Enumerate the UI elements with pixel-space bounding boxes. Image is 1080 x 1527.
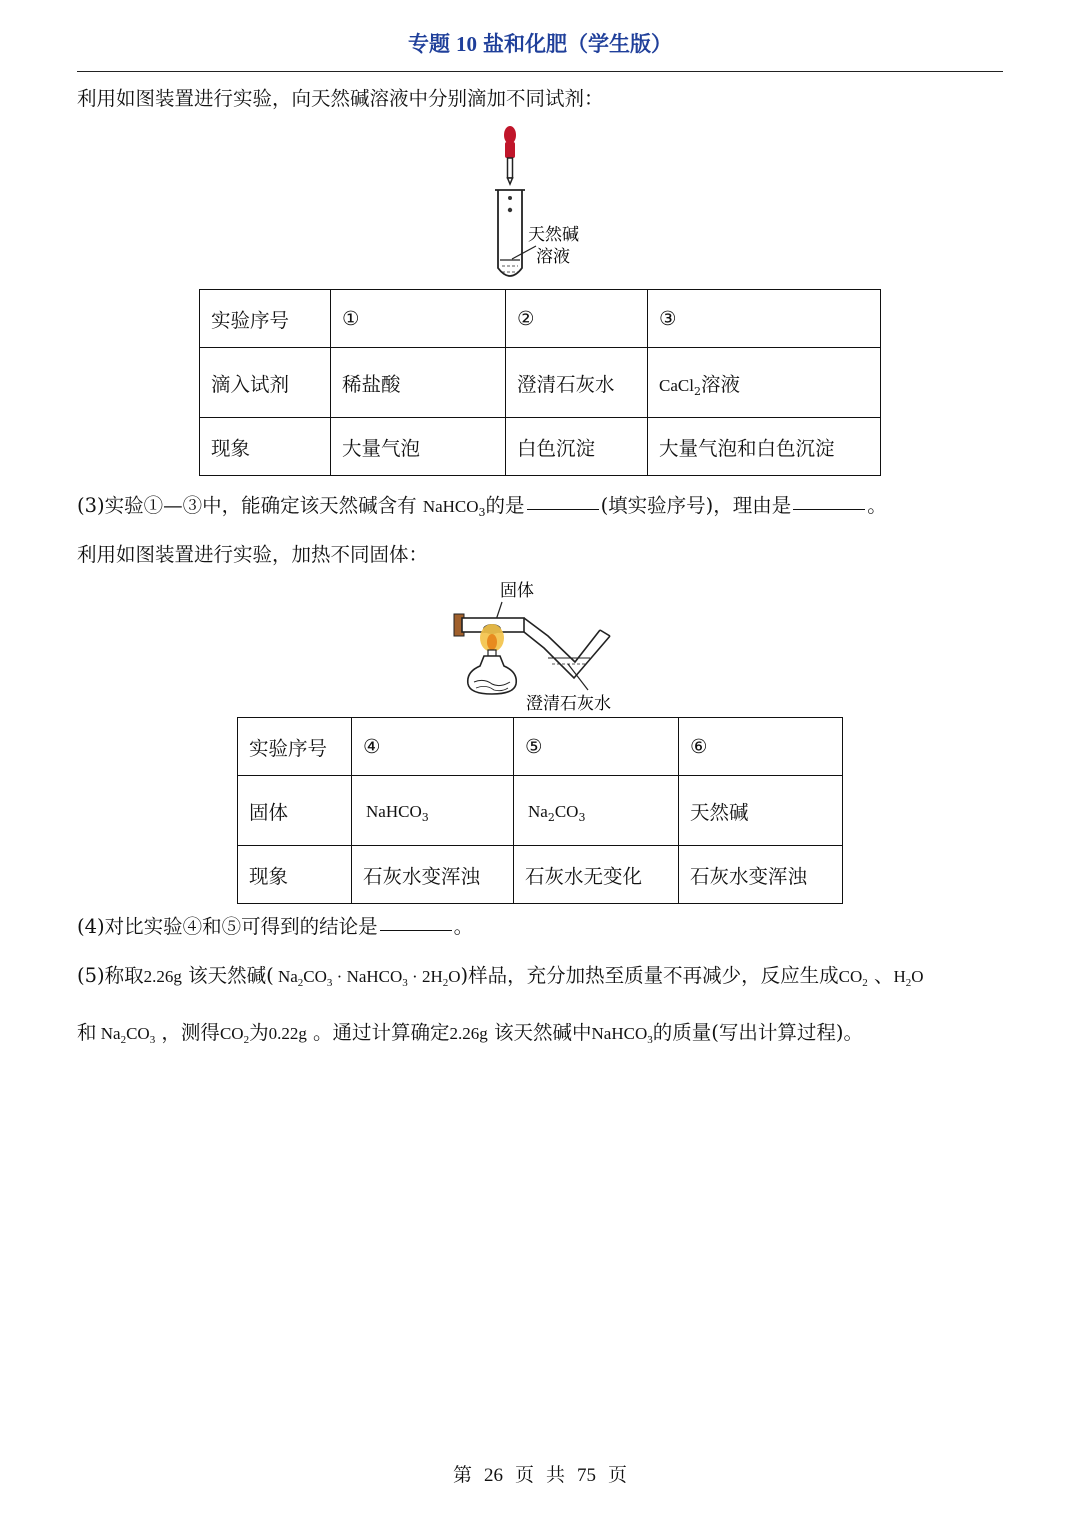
cell-suffix: 溶液 <box>700 372 740 396</box>
formula-nahco3: NaHCO <box>366 802 422 821</box>
formula-sub: 3 <box>478 506 486 519</box>
table-cell: 稀盐酸 <box>331 348 506 418</box>
figure1-label-line1: 天然碱 <box>528 225 579 244</box>
q5-text: 和 <box>77 1021 97 1044</box>
table-cell: 现象 <box>200 418 331 476</box>
formula-sub: 3 <box>578 811 586 824</box>
q3-text-d: 。 <box>867 494 887 517</box>
q5-text: 该天然碱( <box>188 964 274 987</box>
answer-blank[interactable] <box>793 508 865 510</box>
table-cell: 澄清石灰水 <box>506 348 648 418</box>
header-title: 盐和化肥（学生版） <box>483 31 672 56</box>
footer-text: 页 <box>514 1464 534 1486</box>
separator: 、 <box>873 964 894 987</box>
q4-text-a: (4)对比实验④和⑤可得到的结论是 <box>77 915 378 938</box>
dropper-tube <box>508 158 513 178</box>
q5-text: 的质量(写出计算过程)。 <box>652 1021 863 1044</box>
footer-text: 第 <box>452 1464 472 1486</box>
formula-nahco3: NaHCO$_3$ <box>591 1024 653 1046</box>
table-cell-nahco3 <box>352 776 514 846</box>
header-number: 10 <box>456 32 477 56</box>
header-prefix: 专题 <box>408 31 450 56</box>
formula-co: CO <box>554 802 579 821</box>
table-cell: 白色沉淀 <box>506 418 648 476</box>
dot: · <box>336 967 343 986</box>
q5-text: 为 <box>249 1021 269 1044</box>
formula-sub: 2 <box>547 811 555 824</box>
table-cell-na2co3 <box>514 776 679 846</box>
q5-text: 。通过计算确定 <box>313 1021 450 1044</box>
page-footer <box>0 1460 1080 1487</box>
q5-text: ，测得 <box>161 1021 220 1044</box>
formula-cacl: CaCl <box>659 375 694 395</box>
dropper-test-tube-figure <box>470 122 630 282</box>
table-cell: ④ <box>352 718 514 776</box>
figure2-label-top: 固体 <box>500 581 534 600</box>
formula-trona: $Na_2CO_3$ · NaHCO$_3$ · $2H_2O$ <box>273 967 461 989</box>
heating-table <box>237 717 843 904</box>
dot: · <box>412 967 418 986</box>
table-row <box>200 348 881 418</box>
table-cell: 石灰水变浑浊 <box>679 846 843 904</box>
sample-mass: 2.26g <box>449 1024 488 1043</box>
table-cell: 滴入试剂 <box>200 348 331 418</box>
q5-text: )样品，充分加热至质量不再减少，反应生成 <box>460 964 839 987</box>
formula-nahco3: NaHCO <box>422 497 479 516</box>
dropper-tip <box>508 178 513 184</box>
answer-blank[interactable] <box>380 929 452 931</box>
footer-text: 共 <box>546 1464 566 1486</box>
q5-text: (5)称取 <box>77 964 144 987</box>
table-cell: 大量气泡和白色沉淀 <box>648 418 881 476</box>
heating-apparatus-figure <box>440 574 650 716</box>
table-cell-cacl2 <box>648 348 881 418</box>
drop-1 <box>508 196 512 200</box>
footer-text: 页 <box>608 1464 628 1486</box>
delivery-tube <box>524 618 600 662</box>
answer-blank[interactable] <box>527 508 599 510</box>
table-row <box>238 846 843 904</box>
test-tube <box>498 190 522 276</box>
table-cell: 石灰水变浑浊 <box>352 846 514 904</box>
formula-sub: 2 <box>693 384 701 398</box>
table-cell: 固体 <box>238 776 352 846</box>
table-cell: 大量气泡 <box>331 418 506 476</box>
formula-co2: $CO_2$ <box>219 1024 250 1046</box>
total-pages: 75 <box>577 1465 597 1486</box>
wick-holder <box>488 650 496 656</box>
question-5-line-2 <box>77 1020 863 1045</box>
table-cell: 石灰水无变化 <box>514 846 679 904</box>
formula-h2o: $H_2O$ <box>893 967 924 989</box>
figure1-label-line2: 溶液 <box>536 247 570 266</box>
drop-2 <box>508 208 512 212</box>
table-cell: 实验序号 <box>200 290 331 348</box>
q3-text-a: (3)实验①—③中，能确定该天然碱含有 <box>77 494 417 517</box>
sample-mass: 2.26g <box>143 967 182 986</box>
table-cell: 现象 <box>238 846 352 904</box>
question-4 <box>77 914 473 939</box>
table-cell: ② <box>506 290 648 348</box>
table-row <box>238 718 843 776</box>
intro-text-1: 利用如图装置进行实验，向天然碱溶液中分别滴加不同试剂： <box>77 87 604 110</box>
label-pointer <box>512 246 536 259</box>
formula-co2: $CO_2$ <box>838 967 868 989</box>
intro-text-2: 利用如图装置进行实验，加热不同固体： <box>77 543 429 566</box>
page-number: 26 <box>483 1465 503 1486</box>
question-5-line-1 <box>77 963 924 988</box>
table-row <box>200 418 881 476</box>
table-cell: ⑤ <box>514 718 679 776</box>
reagent-table <box>199 289 881 476</box>
q4-text-b: 。 <box>453 915 474 938</box>
question-3 <box>77 493 887 518</box>
table-cell: 实验序号 <box>238 718 352 776</box>
q3-text-c: (填实验序号)，理由是 <box>600 494 792 517</box>
q3-text-b: 的是 <box>485 494 525 517</box>
formula-na: Na <box>528 802 548 821</box>
header-rule <box>77 71 1003 72</box>
table-row <box>238 776 843 846</box>
flame-inner <box>487 634 497 650</box>
table-cell: ③ <box>648 290 881 348</box>
table-row <box>200 290 881 348</box>
table-cell: 天然碱 <box>679 776 843 846</box>
co2-mass: 0.22g <box>268 1024 307 1043</box>
dropper-bulb-neck <box>505 142 515 158</box>
page-header <box>0 28 1080 58</box>
table-cell: ① <box>331 290 506 348</box>
formula-sub: 3 <box>421 811 429 824</box>
table-cell: ⑥ <box>679 718 843 776</box>
dropper-bulb <box>504 126 516 144</box>
q5-text: 该天然碱中 <box>494 1021 592 1044</box>
formula-na2co3: $Na_2CO_3$ <box>96 1024 156 1046</box>
figure2-label-bottom: 澄清石灰水 <box>526 694 611 713</box>
